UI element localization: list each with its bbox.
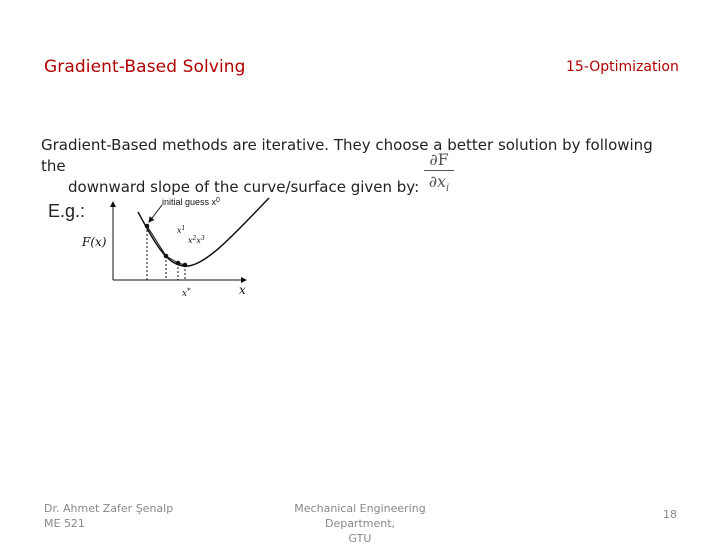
x-star-label: x* — [182, 287, 191, 299]
objective-curve — [138, 198, 269, 266]
x2-point — [176, 261, 181, 266]
department-name: Mechanical Engineering Department, — [294, 502, 426, 530]
partial-derivative-formula — [424, 150, 454, 198]
gradient-descent-figure — [78, 190, 278, 305]
footer-department — [260, 501, 460, 546]
slide-title: Gradient-Based Solving — [44, 57, 246, 77]
initial-guess-arrow — [149, 205, 162, 222]
example-label: E.g.: — [48, 201, 86, 221]
x1-point — [164, 254, 169, 259]
body-line-1: Gradient-Based methods are iterative. They choose a better solution by following the — [41, 136, 653, 175]
formula-denominator-var: ∂x — [428, 172, 447, 191]
formula-denominator-sub: i — [446, 183, 450, 195]
fx-axis-label: F(x) — [82, 235, 107, 249]
formula-numerator: ∂F — [429, 150, 449, 169]
x0-point — [145, 224, 150, 229]
page-number: 18 — [663, 508, 677, 521]
footer-author — [44, 501, 173, 531]
course-code: ME 521 — [44, 517, 85, 530]
fraction-bar — [424, 170, 454, 171]
author-name: Dr. Ahmet Zafer Şenalp — [44, 502, 174, 515]
university-name: GTU — [348, 532, 372, 545]
x3-point — [183, 263, 188, 268]
body-line-2: downward slope of the curve/surface given by: — [68, 178, 420, 196]
body-paragraph — [41, 135, 681, 198]
section-label: 15-Optimization — [566, 59, 679, 75]
x2x3-label: $x^2x^3$ — [188, 235, 205, 245]
initial-guess-label: initial guess $x^0$ — [162, 197, 220, 207]
x1-label: $x^1$ — [177, 225, 186, 235]
x-axis-label: x — [239, 283, 246, 297]
formula-denominator — [424, 172, 454, 198]
